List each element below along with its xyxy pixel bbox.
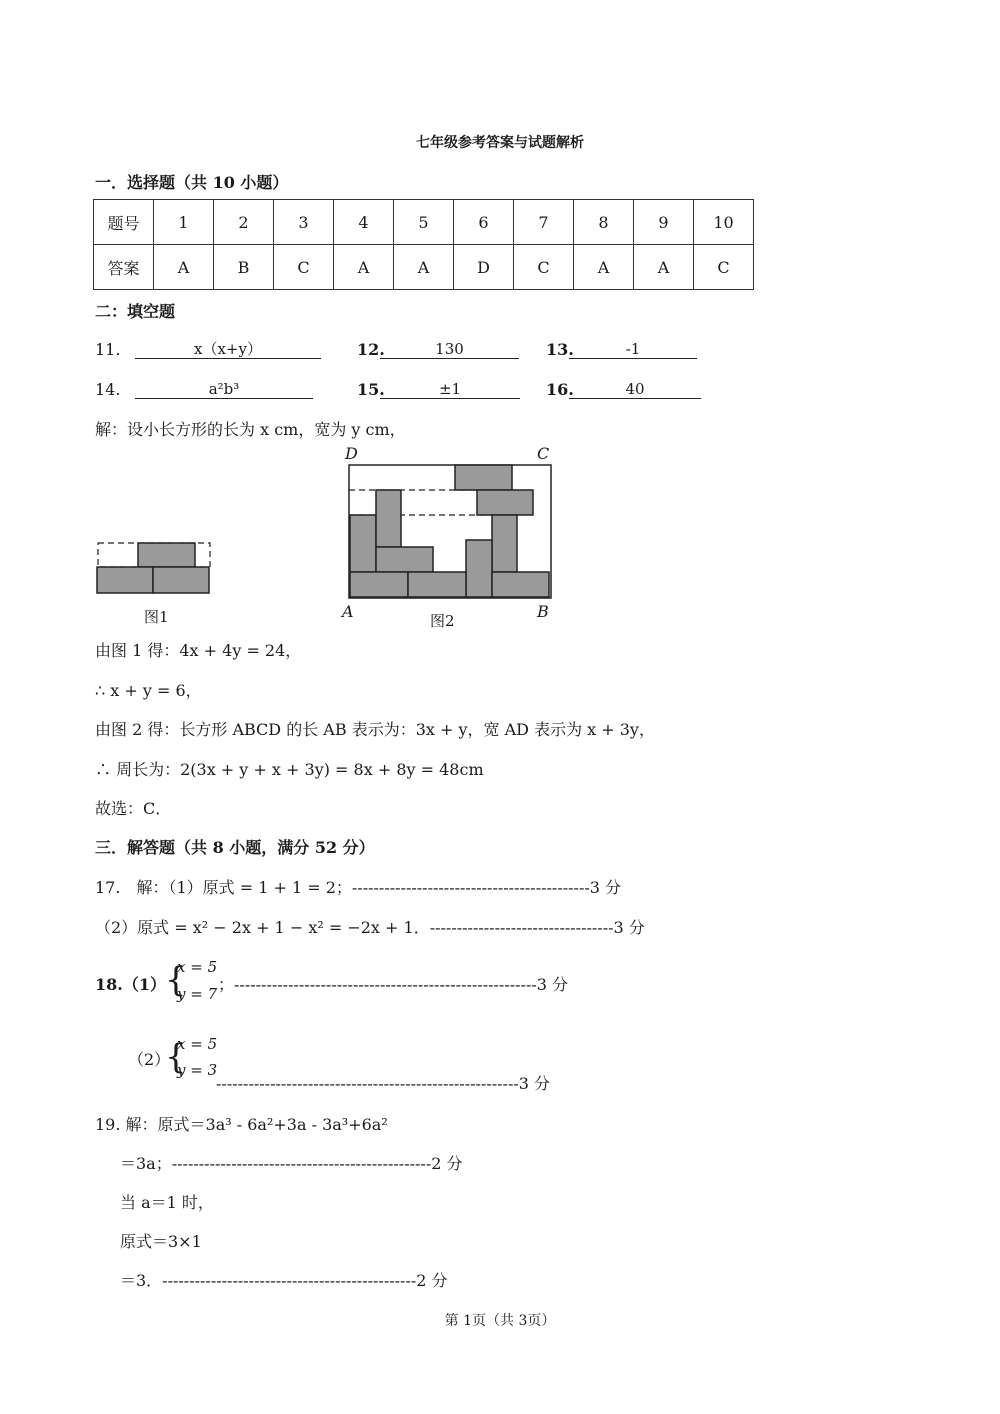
- fill-answer: -1: [569, 340, 697, 359]
- table-cell: A: [394, 245, 454, 290]
- table-cell: C: [514, 245, 574, 290]
- fill-number: 11.: [95, 340, 121, 359]
- section3-heading: 三．解答题（共 8 小题，满分 52 分）: [95, 838, 375, 857]
- solution-step-2: ∴ x + y = 6，: [95, 681, 202, 700]
- table-cell: 7: [514, 200, 574, 245]
- fig2-rect: [477, 490, 533, 515]
- fig2-rect: [466, 540, 492, 597]
- table-cell: A: [634, 245, 694, 290]
- table-cell: 9: [634, 200, 694, 245]
- fill-answer: 40: [569, 380, 701, 399]
- q19-line4: 原式＝3×1: [120, 1232, 202, 1251]
- answer-table: [93, 199, 754, 290]
- fig2-rect: [350, 515, 376, 572]
- q18-number: 18.（1）: [95, 975, 166, 994]
- q18-1-tail: ；--------------------------------------------------------3 分: [218, 975, 569, 994]
- row1-label: 题号: [94, 200, 154, 245]
- fill-answer: ±1: [380, 380, 520, 399]
- fill-answer: a²b³: [135, 380, 313, 399]
- fig1-bottom-right-rect: [153, 567, 209, 593]
- fig2-rect: [376, 490, 401, 547]
- q17-part1: 17. 解：（1）原式 = 1 + 1 = 2；--------------------------------------------3 分: [95, 878, 622, 897]
- q19-line5: ＝3．-----------------------------------------------2 分: [120, 1271, 448, 1290]
- q19-line2: ＝3a；------------------------------------------------2 分: [120, 1154, 463, 1173]
- fig1-caption: 图1: [144, 608, 169, 626]
- solution-intro: 解：设小长方形的长为 x cm，宽为 y cm，: [95, 420, 406, 439]
- fill-number: 13.: [546, 340, 574, 359]
- fill-number: 12.: [357, 340, 385, 359]
- table-cell: 10: [694, 200, 754, 245]
- section1-heading: 一．选择题（共 10 小题）: [95, 173, 289, 192]
- table-cell: 4: [334, 200, 394, 245]
- q18-1-x: x = 5: [177, 958, 218, 976]
- solution-step-4: ∴ 周长为：2(3x + y + x + 3y) = 8x + 8y = 48cm: [95, 760, 484, 779]
- table-cell: A: [154, 245, 214, 290]
- q18-1-y: y = 7: [177, 985, 218, 1003]
- table-cell: 3: [274, 200, 334, 245]
- section2-heading: 二：填空题: [95, 302, 176, 321]
- fill-number: 16.: [546, 380, 574, 399]
- fig1-top-rect: [138, 543, 195, 567]
- fig2-rect: [408, 572, 466, 597]
- row2-label: 答案: [94, 245, 154, 290]
- corner-label-c: C: [537, 444, 550, 463]
- page-footer: 第 1页（共 3页）: [444, 1313, 556, 1329]
- table-cell: 8: [574, 200, 634, 245]
- fig2-caption: 图2: [430, 612, 455, 630]
- q17-part2: （2）原式 = x² − 2x + 1 − x² = −2x + 1．----------------------------------3 分: [95, 918, 645, 937]
- corner-label-b: B: [537, 602, 549, 621]
- corner-label-d: D: [345, 444, 358, 463]
- table-cell: 2: [214, 200, 274, 245]
- figure-1: [95, 538, 215, 600]
- table-cell: D: [454, 245, 514, 290]
- q18-2-y: y = 3: [177, 1061, 218, 1079]
- q18-2-brace: {: [165, 1037, 187, 1077]
- page-title: 七年级参考答案与试题解析: [416, 135, 584, 151]
- fill-answer: 130: [380, 340, 519, 359]
- fill-number: 14.: [95, 380, 121, 399]
- table-row-answers: [94, 245, 754, 290]
- table-cell: A: [334, 245, 394, 290]
- fig2-rect: [350, 572, 408, 597]
- fill-answer: x（x+y）: [135, 340, 321, 359]
- table-row-numbers: [94, 200, 754, 245]
- q19-line1: 19. 解：原式＝3a³ - 6a²+3a - 3a³+6a²: [95, 1115, 388, 1134]
- solution-step-3: 由图 2 得：长方形 ABCD 的长 AB 表示为：3x + y，宽 AD 表示为 x + 3y，: [95, 720, 655, 739]
- table-cell: B: [214, 245, 274, 290]
- solution-step-5: 故选：C．: [95, 799, 172, 818]
- q18-2-tail: --------------------------------------------------------3 分: [216, 1074, 551, 1093]
- figure-2: [345, 462, 555, 600]
- fig2-rect: [492, 572, 549, 597]
- fig2-rect: [492, 515, 517, 572]
- q19-line3: 当 a＝1 时，: [120, 1193, 214, 1212]
- fill-number: 15.: [357, 380, 385, 399]
- table-cell: 1: [154, 200, 214, 245]
- q18-2-x: x = 5: [177, 1035, 218, 1053]
- table-cell: C: [694, 245, 754, 290]
- corner-label-a: A: [342, 602, 354, 621]
- q18-2-number: （2）: [128, 1050, 171, 1069]
- fig2-rect: [376, 547, 433, 572]
- table-cell: 5: [394, 200, 454, 245]
- q18-1-brace: {: [165, 960, 187, 1000]
- solution-step-1: 由图 1 得：4x + 4y = 24，: [95, 641, 302, 660]
- table-cell: 6: [454, 200, 514, 245]
- fig2-rect: [455, 465, 512, 490]
- fig1-bottom-left-rect: [97, 567, 153, 593]
- table-cell: C: [274, 245, 334, 290]
- table-cell: A: [574, 245, 634, 290]
